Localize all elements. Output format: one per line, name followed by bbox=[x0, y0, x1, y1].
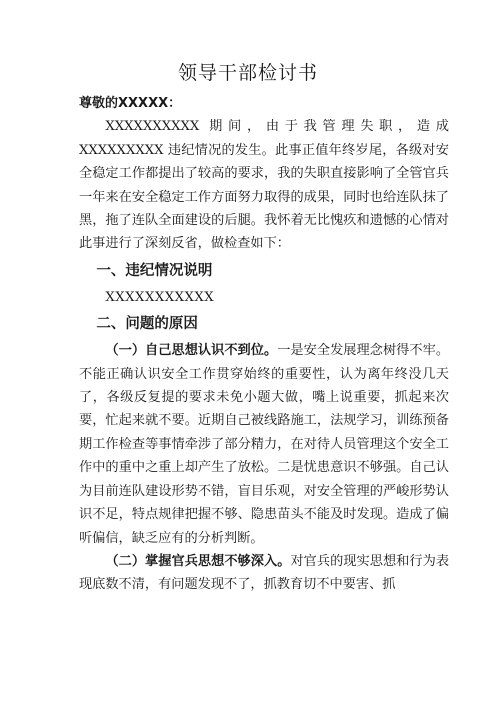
point-1-lead: （一）自己思想认识不到位。 bbox=[105, 343, 278, 359]
section-heading-2: 二、问题的原因 bbox=[96, 316, 198, 333]
section-heading-1: 一、违纪情况说明 bbox=[96, 262, 213, 279]
point-2-lead: （二）掌握官兵思想不够深入。 bbox=[105, 553, 291, 569]
point-2-paragraph bbox=[79, 550, 449, 597]
point-2-body: 对官兵的现实思想和行为表现底数不清，有问题发现不了，抓教育切不中要害、抓 bbox=[79, 553, 450, 593]
section-1-body: XXXXXXXXXXX bbox=[105, 289, 215, 305]
point-1-body: 一是安全发展理念树得不牢。不能正确认识安全工作贯穿始终的重要性，认为离年终没几天了，各级反复提的要求未免小题大做，嘴上说重要，抓起来次要，忙起来就不要。近期自己被线路施工，法规学习，训练预备期工作检查等事情牵涉了部分精力，在对待人员管理这个安全工作中的重中之重上却产生了放松。二是忧患意识不够强。自己认为目前连队建设形势不错，盲目乐观，对安全管理的严峻形势认识不足，特点规律把握不够、隐患苗头不能及时发现。造成了偏听偏信，缺乏应有的分析判断。 bbox=[79, 343, 450, 546]
document-body bbox=[79, 92, 449, 597]
point-1-paragraph bbox=[79, 339, 449, 550]
intro-paragraph: XXXXXXXXXX 期间，由于我管理失职，造成 XXXXXXXXX 违纪情况的发生。此事正值年终岁尾，各级对安全稳定工作都提出了较高的要求，我的失职直接影响了全管官兵一年来在安全稳定工作方面努力取得的成果，同时也给连队抹了黑，拖了连队全面建设的后腿。我怀着无比愧疚和遗憾的心情对此事进行了深刻反省，做检查如下： bbox=[79, 119, 449, 252]
salutation: 尊敬的XXXXX： bbox=[79, 96, 182, 111]
document-title: 领导干部检讨书 bbox=[177, 62, 318, 84]
